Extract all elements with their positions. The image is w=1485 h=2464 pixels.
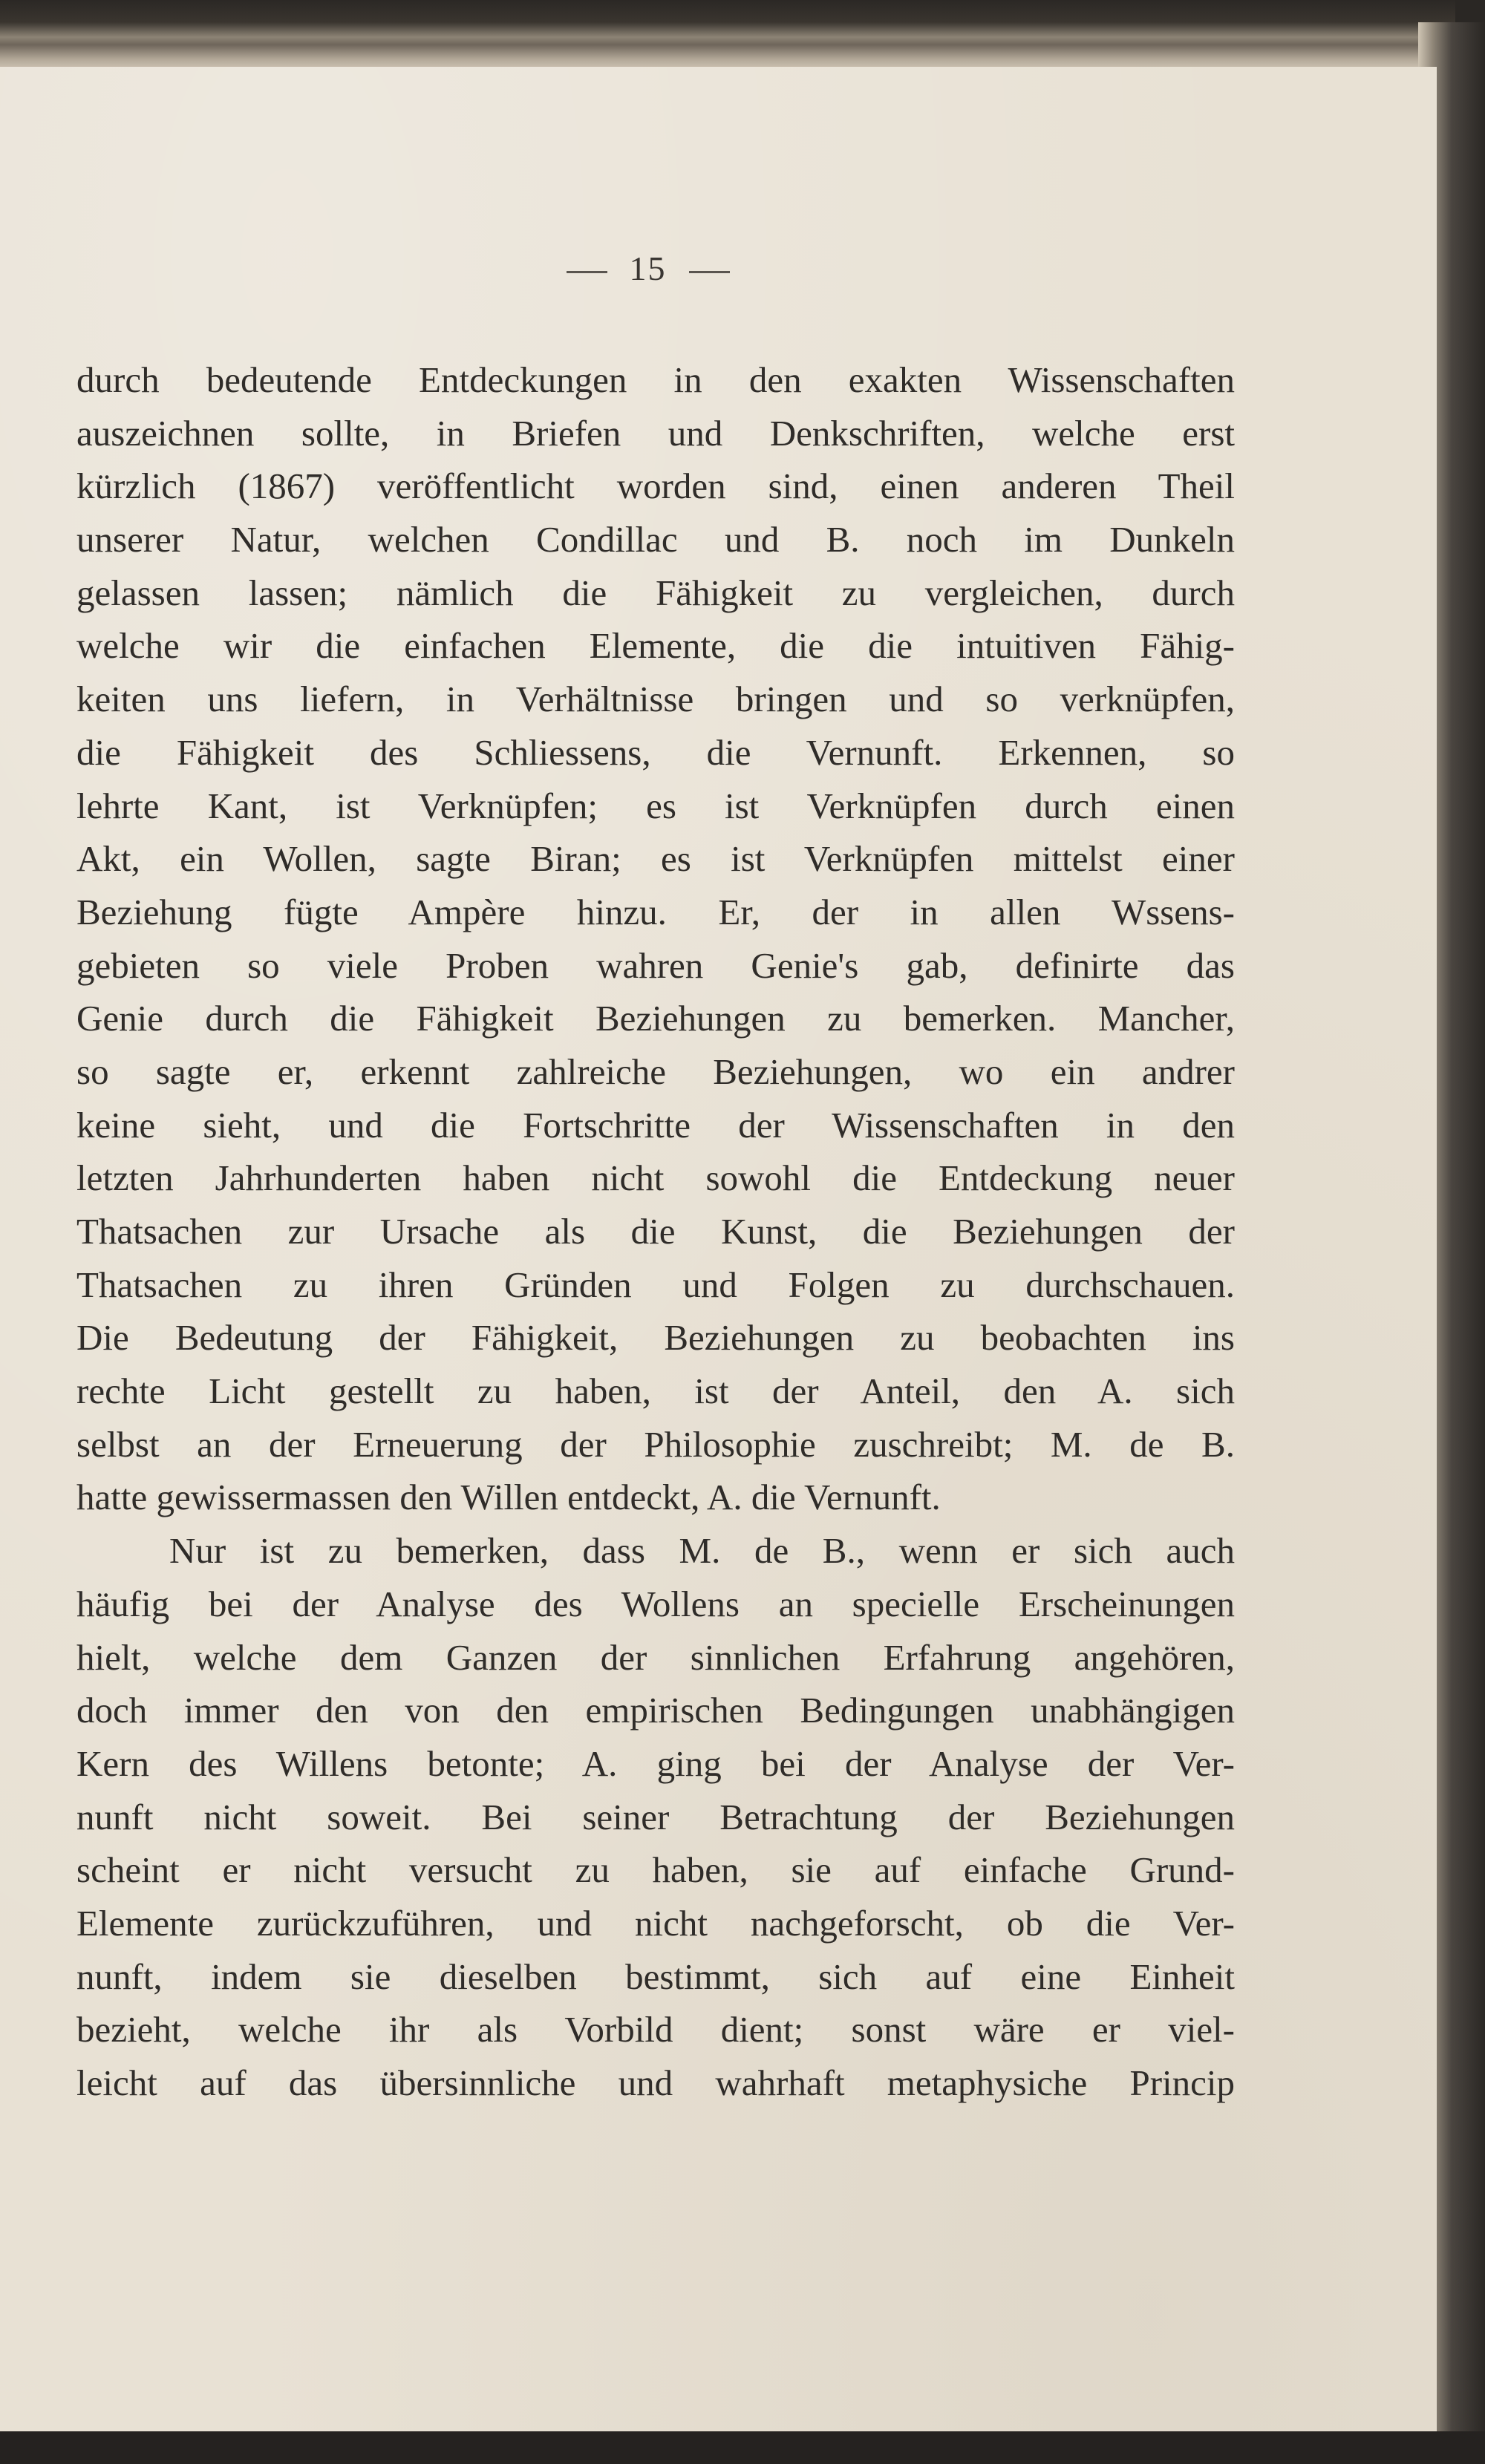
text-line: häufig bei der Analyse des Wollens an specielle Erscheinungen xyxy=(76,1583,1235,1624)
text-line: Akt, ein Wollen, sagte Biran; es ist Verknüpfen mittelst einer xyxy=(76,838,1235,880)
text-line: nunft, indem sie dieselben bestimmt, sich auf eine Einheit xyxy=(76,1955,1235,1997)
text-line: lehrte Kant, ist Verknüpfen; es ist Verknüpfen durch einen xyxy=(76,785,1235,826)
header-dash-left xyxy=(567,271,607,273)
text-line: auszeichnen sollte, in Briefen und Denkschriften, welche erst xyxy=(76,412,1235,454)
text-line: gelassen lassen; nämlich die Fähigkeit zu vergleichen, durch xyxy=(76,572,1235,613)
text-line: hielt, welche dem Ganzen der sinnlichen Erfahrung angehören, xyxy=(76,1636,1235,1678)
text-line: doch immer den von den empirischen Bedingungen unabhängigen xyxy=(76,1690,1235,1731)
paragraph-start-line: Nur ist zu bemerken, dass M. de B., wenn er sich auch xyxy=(169,1530,1235,1572)
text-line: die Fähigkeit des Schliessens, die Vernunft. Erkennen, so xyxy=(76,731,1235,773)
page-number: 15 xyxy=(629,249,667,287)
text-line: gebieten so viele Proben wahren Genie's gab, definirte das xyxy=(76,944,1235,986)
text-line: selbst an der Erneuerung der Philosophie zuschreibt; M. de B. xyxy=(76,1423,1235,1465)
text-line: Beziehung fügte Ampère hinzu. Er, der in allen Wssens- xyxy=(76,891,1235,932)
text-line: durch bedeutende Entdeckungen in den exakten Wissenschaften xyxy=(76,359,1235,400)
text-line: Kern des Willens betonte; A. ging bei der Analyse der Ver- xyxy=(76,1742,1235,1784)
text-line: bezieht, welche ihr als Vorbild dient; sonst wäre er viel- xyxy=(76,2009,1235,2050)
paragraph-end-line: hatte gewissermassen den Willen entdeckt, A. die Vernunft. xyxy=(76,1477,941,1518)
book-binding-top xyxy=(0,0,1455,74)
page-number-header xyxy=(0,249,1296,288)
text-line: Elemente zurückzuführen, und nicht nachgeforscht, ob die Ver- xyxy=(76,1902,1235,1944)
text-line: Die Bedeutung der Fähigkeit, Beziehungen zu beobachten ins xyxy=(76,1317,1235,1359)
body-text xyxy=(76,353,1235,2110)
text-line: keiten uns liefern, in Verhältnisse bringen und so verknüpfen, xyxy=(76,679,1235,720)
header-dash-right xyxy=(689,271,730,273)
text-line: scheint er nicht versucht zu haben, sie auf einfache Grund- xyxy=(76,1849,1235,1891)
text-line: leicht auf das übersinnliche und wahrhaft metaphysiche Princip xyxy=(76,2062,1235,2103)
text-line: letzten Jahrhunderten haben nicht sowohl die Entdeckung neuer xyxy=(76,1157,1235,1199)
book-edge-bottom xyxy=(0,2431,1485,2464)
text-line: Thatsachen zu ihren Gründen und Folgen zu durchschauen. xyxy=(76,1264,1235,1305)
text-line: kürzlich (1867) veröffentlicht worden sind, einen anderen Theil xyxy=(76,465,1235,507)
text-line: nunft nicht soweit. Bei seiner Betrachtung der Beziehungen xyxy=(76,1796,1235,1837)
text-line: unserer Natur, welchen Condillac und B. noch im Dunkeln xyxy=(76,519,1235,561)
text-line: Thatsachen zur Ursache als die Kunst, die Beziehungen der xyxy=(76,1211,1235,1252)
text-line: so sagte er, erkennt zahlreiche Beziehungen, wo ein andrer xyxy=(76,1050,1235,1092)
text-line: welche wir die einfachen Elemente, die die intuitiven Fähig- xyxy=(76,625,1235,667)
text-line: rechte Licht gestellt zu haben, ist der Anteil, den A. sich xyxy=(76,1370,1235,1412)
text-line: Genie durch die Fähigkeit Beziehungen zu bemerken. Mancher, xyxy=(76,998,1235,1039)
text-line: keine sieht, und die Fortschritte der Wissenschaften in den xyxy=(76,1104,1235,1146)
